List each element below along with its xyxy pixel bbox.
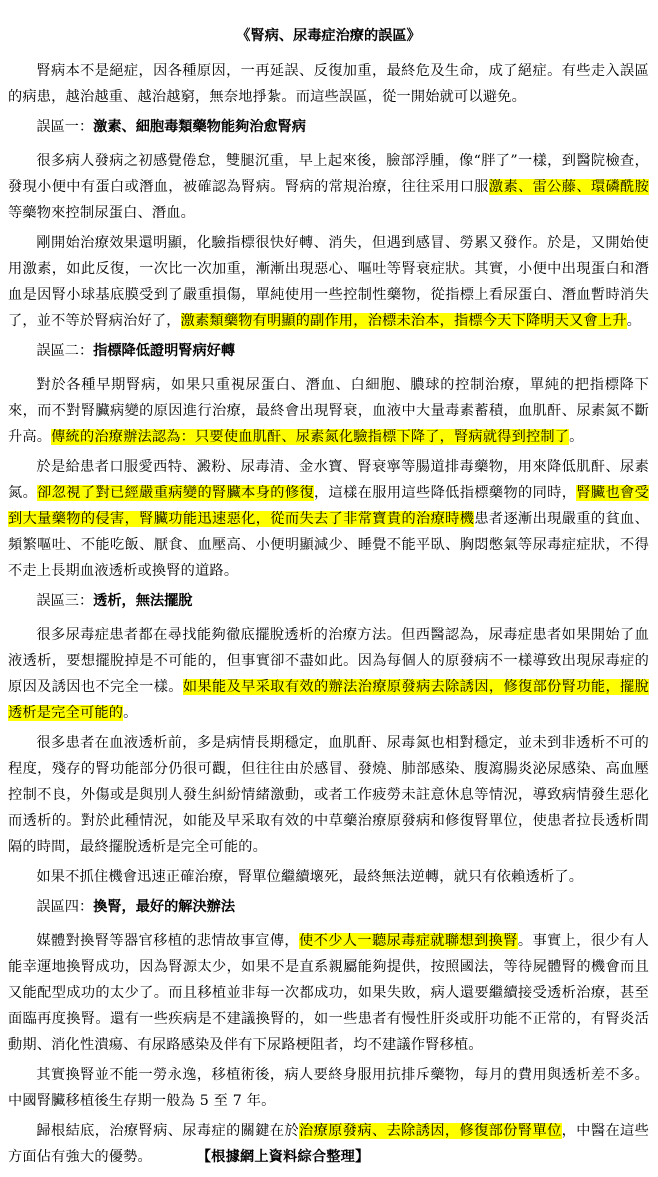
section-1-paragraph-1 — [8, 148, 649, 226]
text-run: 。事實上，很少有人能幸運地換腎成功，因為腎源太少，如果不是直系親屬能夠提供，按照國法，等待屍體腎的機會而且又能配型成功的太少了。而且移植並非每一次都成功，如果失敗，病人還要繼續接受透析治療，甚至面臨再度換腎。還有一些疾病是不建議換腎的，如一些患者有慢性肝炎或肝功能不正常的，有腎炎活動期、消化性潰瘍、有尿路感染及伴有下尿路梗阻者，均不建議作腎移植。 — [8, 933, 649, 1053]
section-3-heading — [8, 588, 649, 614]
text-run: 。 — [123, 705, 138, 721]
section-2-paragraph-2 — [8, 454, 649, 584]
section-1-heading — [8, 114, 649, 140]
section-2-title: 指標降低證明腎病好轉 — [93, 343, 236, 359]
conclusion-paragraph — [8, 1118, 649, 1170]
section-3-label: 誤區三： — [36, 593, 94, 609]
text-run: 患者逐漸出現嚴重的貧血、頻繁嘔吐、不能吃飯、厭食、血壓高、小便明顯減少、睡覺不能平臥、胸悶憋氣等尿毒症症狀，不得不走上長期血液透析或換腎的道路。 — [8, 511, 649, 579]
section-1-label: 誤區一： — [36, 119, 94, 135]
section-1-title: 激素、細胞毒類藥物能夠治愈腎病 — [93, 119, 306, 135]
section-4-title: 換腎，最好的解決辦法 — [93, 899, 236, 915]
section-3-paragraph-3: 如果不抓住機會迅速正確治療，腎單位繼續壞死，最終無法逆轉，就只有依賴透析了。 — [36, 869, 584, 885]
section-4-label: 誤區四： — [36, 899, 94, 915]
text-run: 很多病人發病之初感覺倦怠，雙腿沉重，早上起來後，臉部浮腫，像“胖了”一樣，到醫院檢查，發現小便中有蛋白或潛血，被確認為腎病。腎病的常規治療，往往采用口服 — [8, 153, 649, 195]
text-run: 很多尿毒症患者都在尋找能夠徹底擺脫透析的治療方法。但西醫認為，尿毒症患者如果開始了血液透析，要想擺脫掉是不可能的，但事實卻不盡如此。因為每個人的原發病不一樣導致出現尿毒症的原因及誘因也不完全一樣。 — [8, 627, 649, 695]
section-3-paragraph-2: 很多患者在血液透析前，多是病情長期穩定，血肌酐、尿毒氮也相對穩定，並未到非透析不可的程度，殘存的腎功能部分仍很可觀，但往往由於感冒、發燒、肺部感染、腹瀉腸炎泌尿感染、高血壓控制不良，外傷或是與別人發生糾紛情緒激動，或者工作疲勞未註意休息等情況，導致病情發生惡化而透析的。對於此種情況，如能及早采取有效的中草藥治療原發病和修復腎單位，使患者拉長透析間隔的時間，最終擺脫透析是完全可能的。 — [8, 735, 649, 855]
section-1-paragraph-2 — [8, 230, 649, 334]
section-3-paragraph-1 — [8, 622, 649, 726]
text-run: 剛開始治療效果還明顯，化驗指標很快好轉、消失，但遇到感冒、勞累又發作。於是，又開始使用激素，如此反復，一次比一次加重，漸漸出現惡心、嘔吐等腎衰症狀。其實，小便中出現蛋白和潛血是因腎小球基底膜受到了嚴重損傷，單純使用一些控制性藥物，從指標上看尿蛋白、潛血暫時消失了，並不等於腎病治好了， — [8, 235, 649, 329]
intro-paragraph: 腎病本不是絕症，因各種原因，一再延誤、反復加重，最終危及生命，成了絕症。有些走入誤區的病患，越治越重、越治越窮，無奈地掙紮。而這些誤區，從一開始就可以避免。 — [8, 63, 649, 105]
section-4-paragraph-1 — [8, 928, 649, 1058]
highlight: 如果能及早采取有效的辦法治療原發病去除誘因，修復部份腎功能，擺脫透析是完全可能的 — [8, 679, 649, 721]
text-run: 歸根結底，治療腎病、尿毒症的關鍵在於 — [36, 1123, 300, 1139]
highlight: 傳統的治療辦法認為：只要使血肌酐、尿素氮化驗指標下降了，腎病就得到控制了 — [51, 429, 570, 445]
text-run: 。 — [626, 313, 642, 329]
highlight: 激素、雷公藤、環磷酰胺 — [488, 179, 650, 195]
section-2-paragraph-1 — [8, 372, 649, 450]
section-2-heading — [8, 338, 649, 364]
text-run: 媒體對換腎等器官移植的悲情故事宣傳， — [36, 933, 300, 949]
section-4-heading — [8, 894, 649, 920]
highlight: 腎臟也會受到大量藥物的侵害，腎臟功能迅速惡化，從而失去了非常寶貴的治療時機 — [8, 485, 649, 527]
source-note: 【根據網上資料綜合整理】 — [203, 1149, 370, 1165]
text-run: 等藥物來控制尿蛋白、潛血。 — [8, 205, 196, 221]
article-title: 《腎病、尿毒症治療的誤區》 — [236, 28, 421, 44]
text-run: 對於各種早期腎病，如果只重視尿蛋白、潛血、白細胞、膿球的控制治療，單純的把指標降下來，而不對腎臟病變的原因進行治療，最終會出現腎衰，血液中大量毒素蓄積，血肌酐、尿素氮不斷升高。 — [8, 377, 649, 445]
highlight: 使不少人一聽尿毒症就聯想到換腎 — [299, 933, 518, 949]
text-run: 。 — [569, 429, 584, 445]
highlight: 激素類藥物有明顯的副作用，治標未治本，指標今天下降明天又會上升 — [180, 313, 627, 329]
text-run: ，中醫在這些方面佔有強大的優勢。 — [8, 1123, 650, 1165]
section-2-label: 誤區二： — [36, 343, 94, 359]
text-run: 於是給患者口服愛西特、澱粉、尿毒清、金水寶、腎衰寧等腸道排毒藥物，用來降低肌酐、尿素氮。 — [8, 459, 649, 501]
highlight: 治療原發病、去除誘因，修復部份腎單位 — [299, 1123, 562, 1139]
text-run: ，這樣在服用這些降低指標藥物的同時， — [314, 485, 577, 501]
section-4-paragraph-2: 其實換腎並不能一勞永逸，移植術後，病人要終身服用抗排斥藥物，每月的費用與透析差不多。中國腎臟移植後生存期一般為 5 至 7 年。 — [8, 1067, 649, 1109]
highlight: 卻忽視了對已經嚴重病變的腎臟本身的修復 — [37, 485, 315, 501]
section-3-title: 透析，無法擺脫 — [93, 593, 193, 609]
